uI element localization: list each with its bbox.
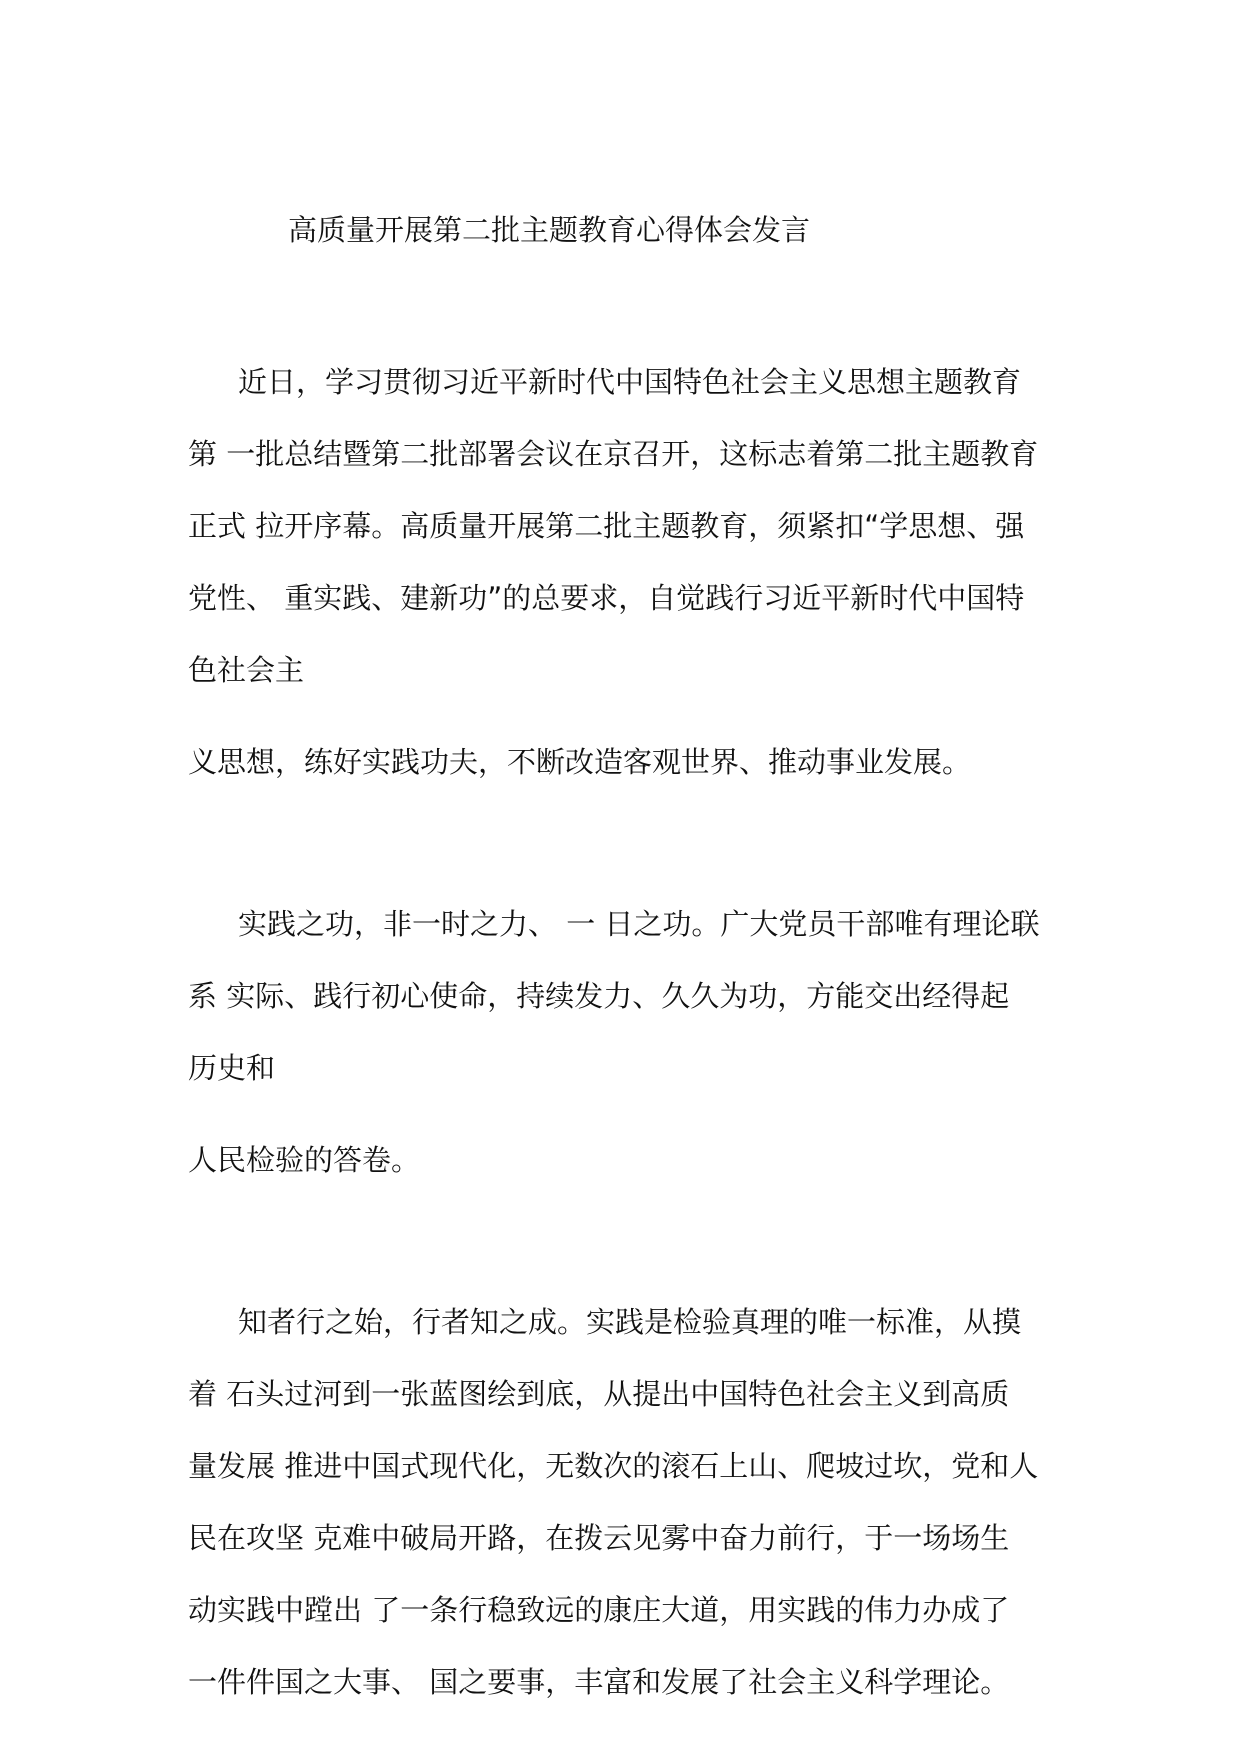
paragraph-line: 人民检验的答卷。 [188, 1143, 421, 1177]
paragraph-line: 着 石头过河到一张蓝图绘到底，从提出中国特色社会主义到高质 [188, 1377, 1010, 1411]
paragraph-line: 一件件国之大事、 国之要事，丰富和发展了社会主义科学理论。 [188, 1665, 1010, 1699]
paragraph-line: 近日，学习贯彻习近平新时代中国特色社会主义思想主题教育 [238, 365, 1022, 399]
paragraph-line: 民在攻坚 克难中破局开路，在拨云见雾中奋力前行，于一场场生 [188, 1521, 1010, 1555]
paragraph-line: 党性、 重实践、建新功”的总要求，自觉践行习近平新时代中国特 [188, 581, 1025, 615]
paragraph-line: 历史和 [188, 1051, 276, 1085]
paragraph-line: 色社会主 [188, 653, 305, 687]
paragraph-line: 义思想，练好实践功夫，不断改造客观世界、推动事业发展。 [188, 745, 972, 779]
paragraph-line: 动实践中蹚出 了一条行稳致远的康庄大道，用实践的伟力办成了 [188, 1593, 1010, 1627]
paragraph-line: 第 一批总结暨第二批部署会议在京召开，这标志着第二批主题教育 [188, 437, 1039, 471]
paragraph-line: 系 实际、践行初心使命，持续发力、久久为功，方能交出经得起 [188, 979, 1010, 1013]
document-title: 高质量开展第二批主题教育心得体会发言 [288, 213, 811, 247]
paragraph-line: 知者行之始，行者知之成。实践是检验真理的唯一标准，从摸 [238, 1305, 1022, 1339]
paragraph-line: 量发展 推进中国式现代化，无数次的滚石上山、爬坡过坎，党和人 [188, 1449, 1039, 1483]
paragraph-line: 正式 拉开序幕。高质量开展第二批主题教育，须紧扣“学思想、强 [188, 509, 1025, 543]
paragraph-line: 实践之功，非一时之力、 一 日之功。广大党员干部唯有理论联 [238, 907, 1040, 941]
